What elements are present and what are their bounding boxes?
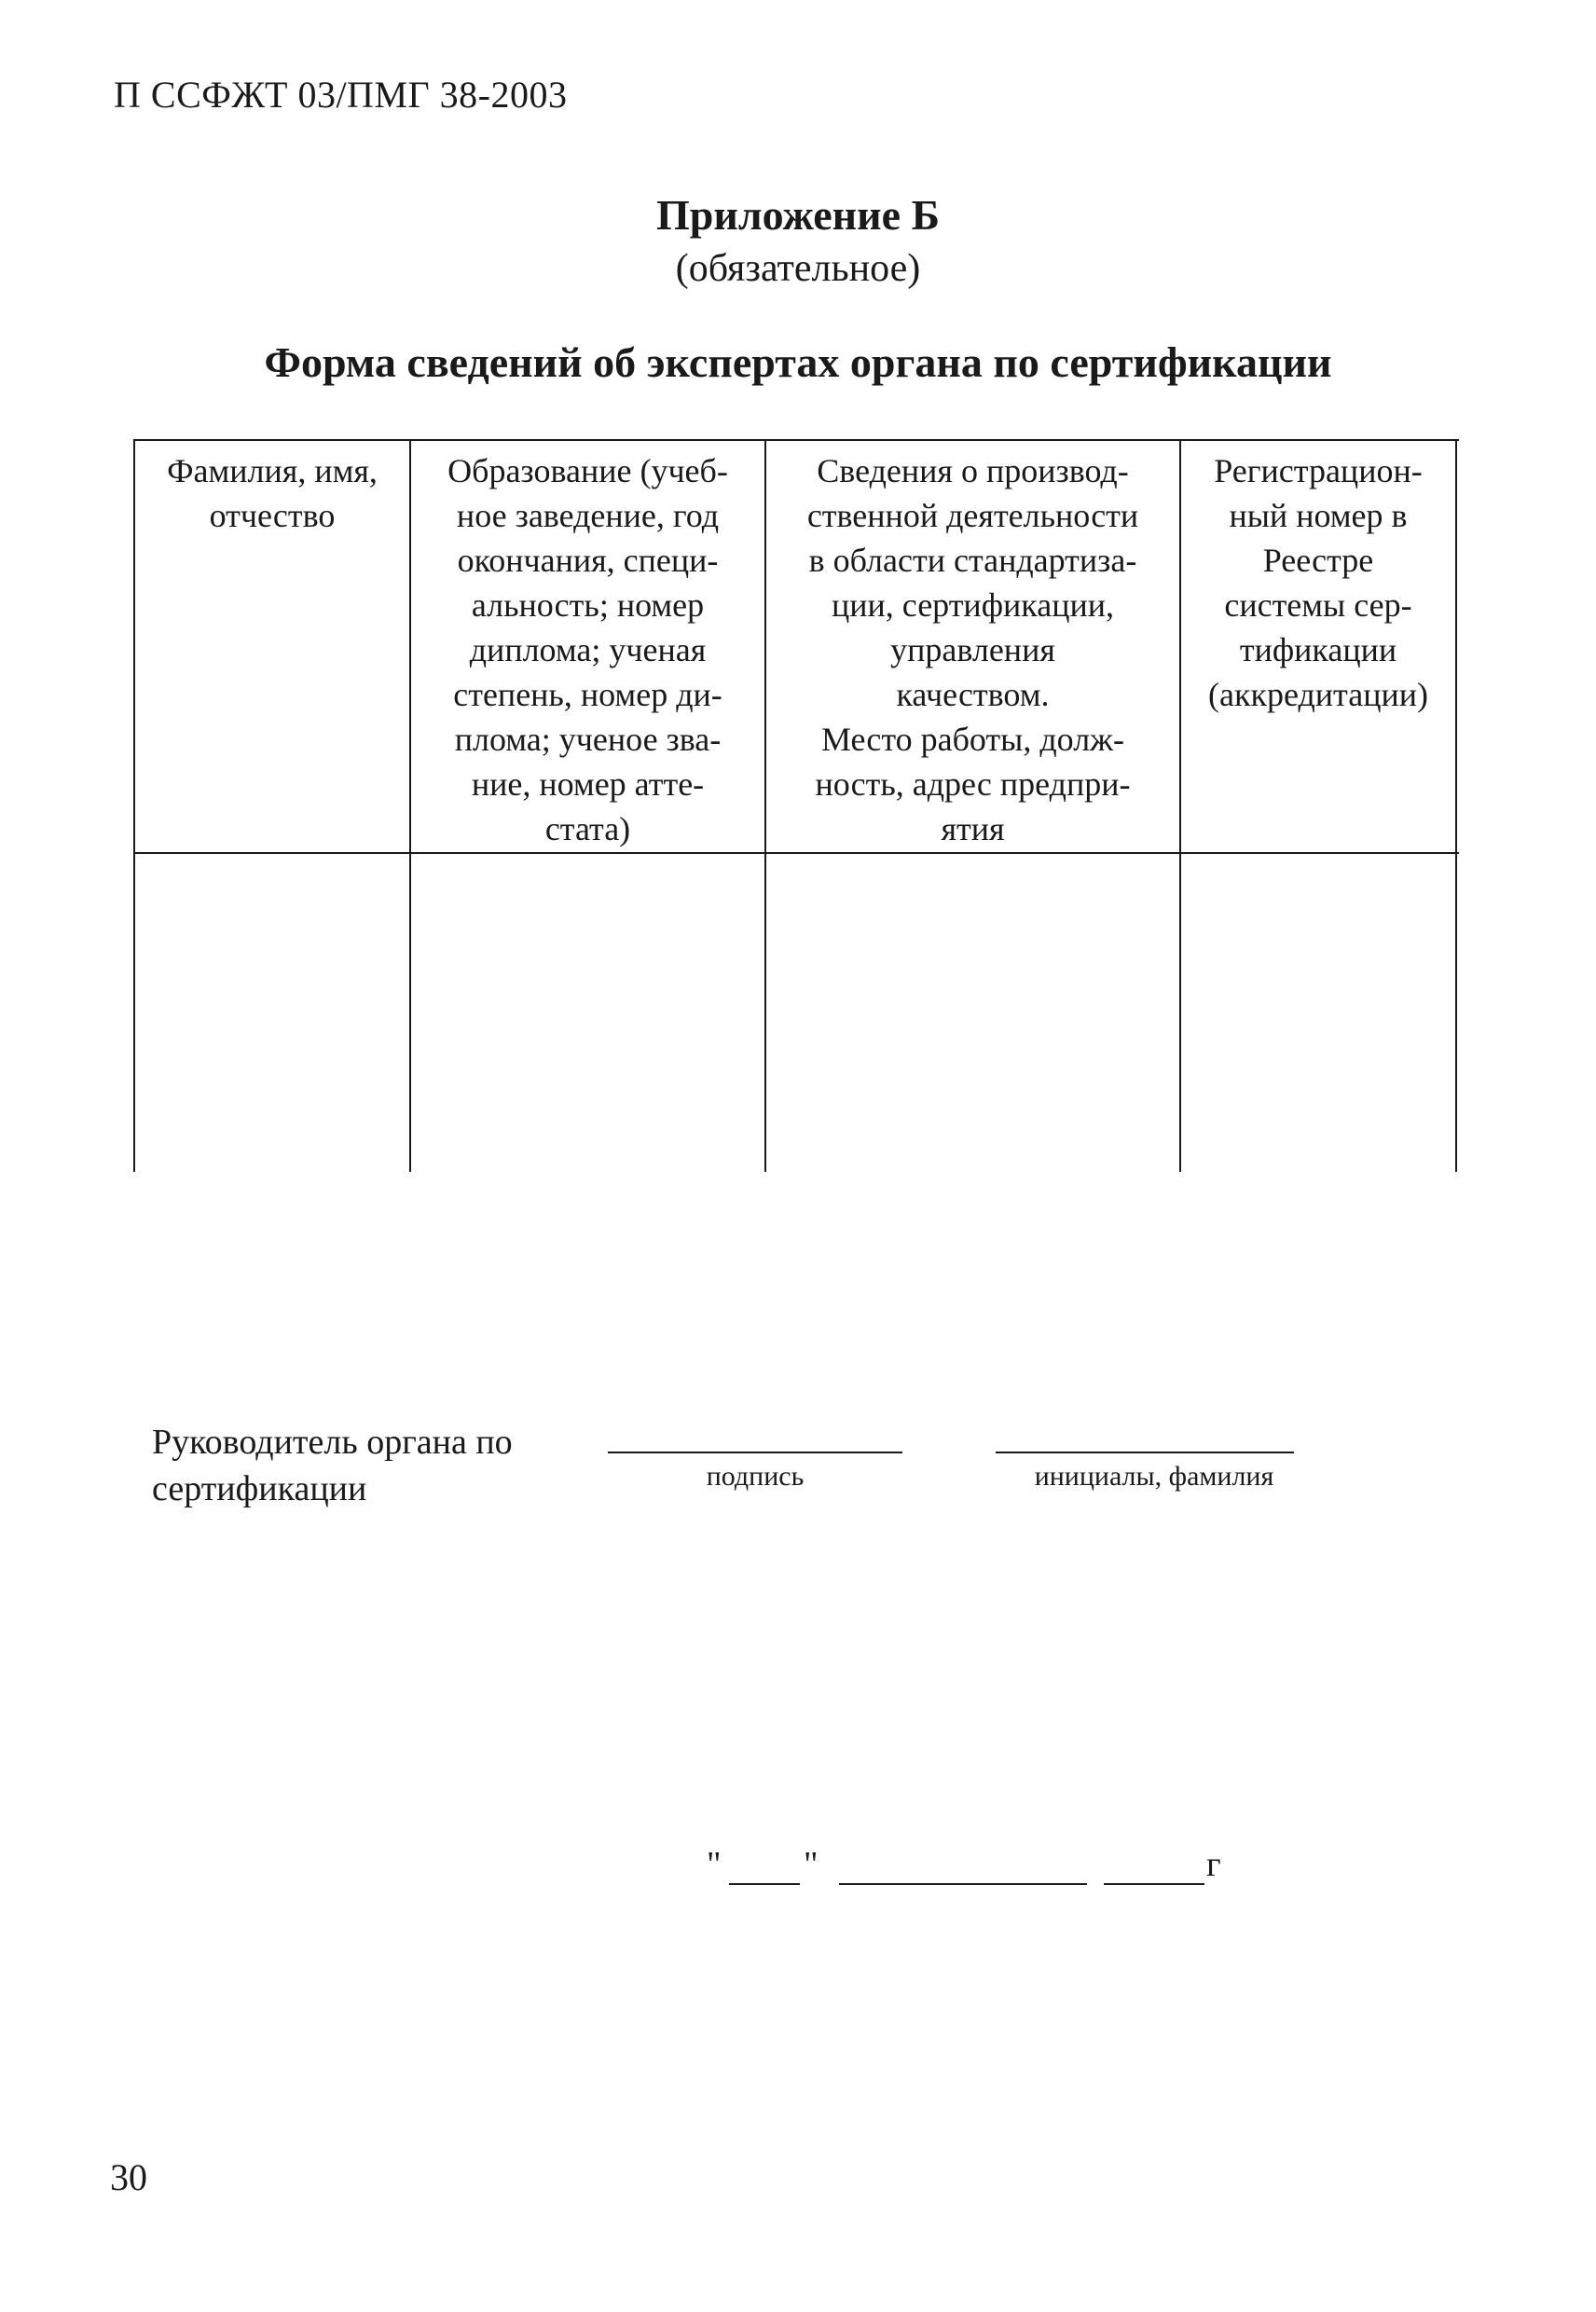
date-year-line[interactable] bbox=[1104, 1883, 1204, 1885]
table-top-border bbox=[133, 439, 1459, 441]
date-month-line[interactable] bbox=[839, 1883, 1087, 1885]
date-day-line[interactable] bbox=[729, 1883, 800, 1885]
date-quote-open: " bbox=[707, 1845, 722, 1884]
date-year-suffix: г bbox=[1206, 1845, 1221, 1884]
document-code: П ССФЖТ 03/ПМГ 38-2003 bbox=[114, 74, 568, 116]
name-caption: инициалы, фамилия bbox=[1034, 1461, 1274, 1492]
table-cell-full-name[interactable] bbox=[135, 854, 409, 1172]
header-full-name: Фамилия, имя, отчество bbox=[167, 452, 378, 534]
appendix-title: Приложение Б bbox=[655, 191, 941, 239]
signature-line[interactable] bbox=[608, 1452, 902, 1453]
name-line[interactable] bbox=[996, 1452, 1294, 1453]
header-registration-number: Регистрацион- ный номер в Реестре системы сер- тификации (аккредитации) bbox=[1208, 452, 1428, 713]
form-title: Форма сведений об экспертах органа по сертификации bbox=[264, 338, 1332, 386]
signature-label: Руководитель органа по сертификации bbox=[152, 1423, 513, 1508]
experts-table bbox=[133, 439, 1459, 1172]
appendix-status: (обязательное) bbox=[675, 247, 921, 290]
page-number: 30 bbox=[110, 2156, 147, 2198]
header-work-experience: Сведения о производ- ственной деятельности в области стандартиза- ции, сертификации, управления качеством. Место работы, долж- ность, адрес предпри- ятия bbox=[806, 452, 1139, 847]
signature-caption: подпись bbox=[706, 1461, 805, 1492]
table-cell-education[interactable] bbox=[411, 854, 764, 1172]
table-right-border bbox=[1455, 439, 1457, 1172]
table-cell-work-experience[interactable] bbox=[766, 854, 1179, 1172]
table-cell-registration-number[interactable] bbox=[1181, 854, 1455, 1172]
date-quote-close: " bbox=[804, 1845, 819, 1884]
header-education: Образование (учеб- ное заведение, год окончания, специ- альность; номер диплома; ученая степень, номер ди- плома; ученое зва- ние, номер атте- стата) bbox=[447, 452, 728, 847]
